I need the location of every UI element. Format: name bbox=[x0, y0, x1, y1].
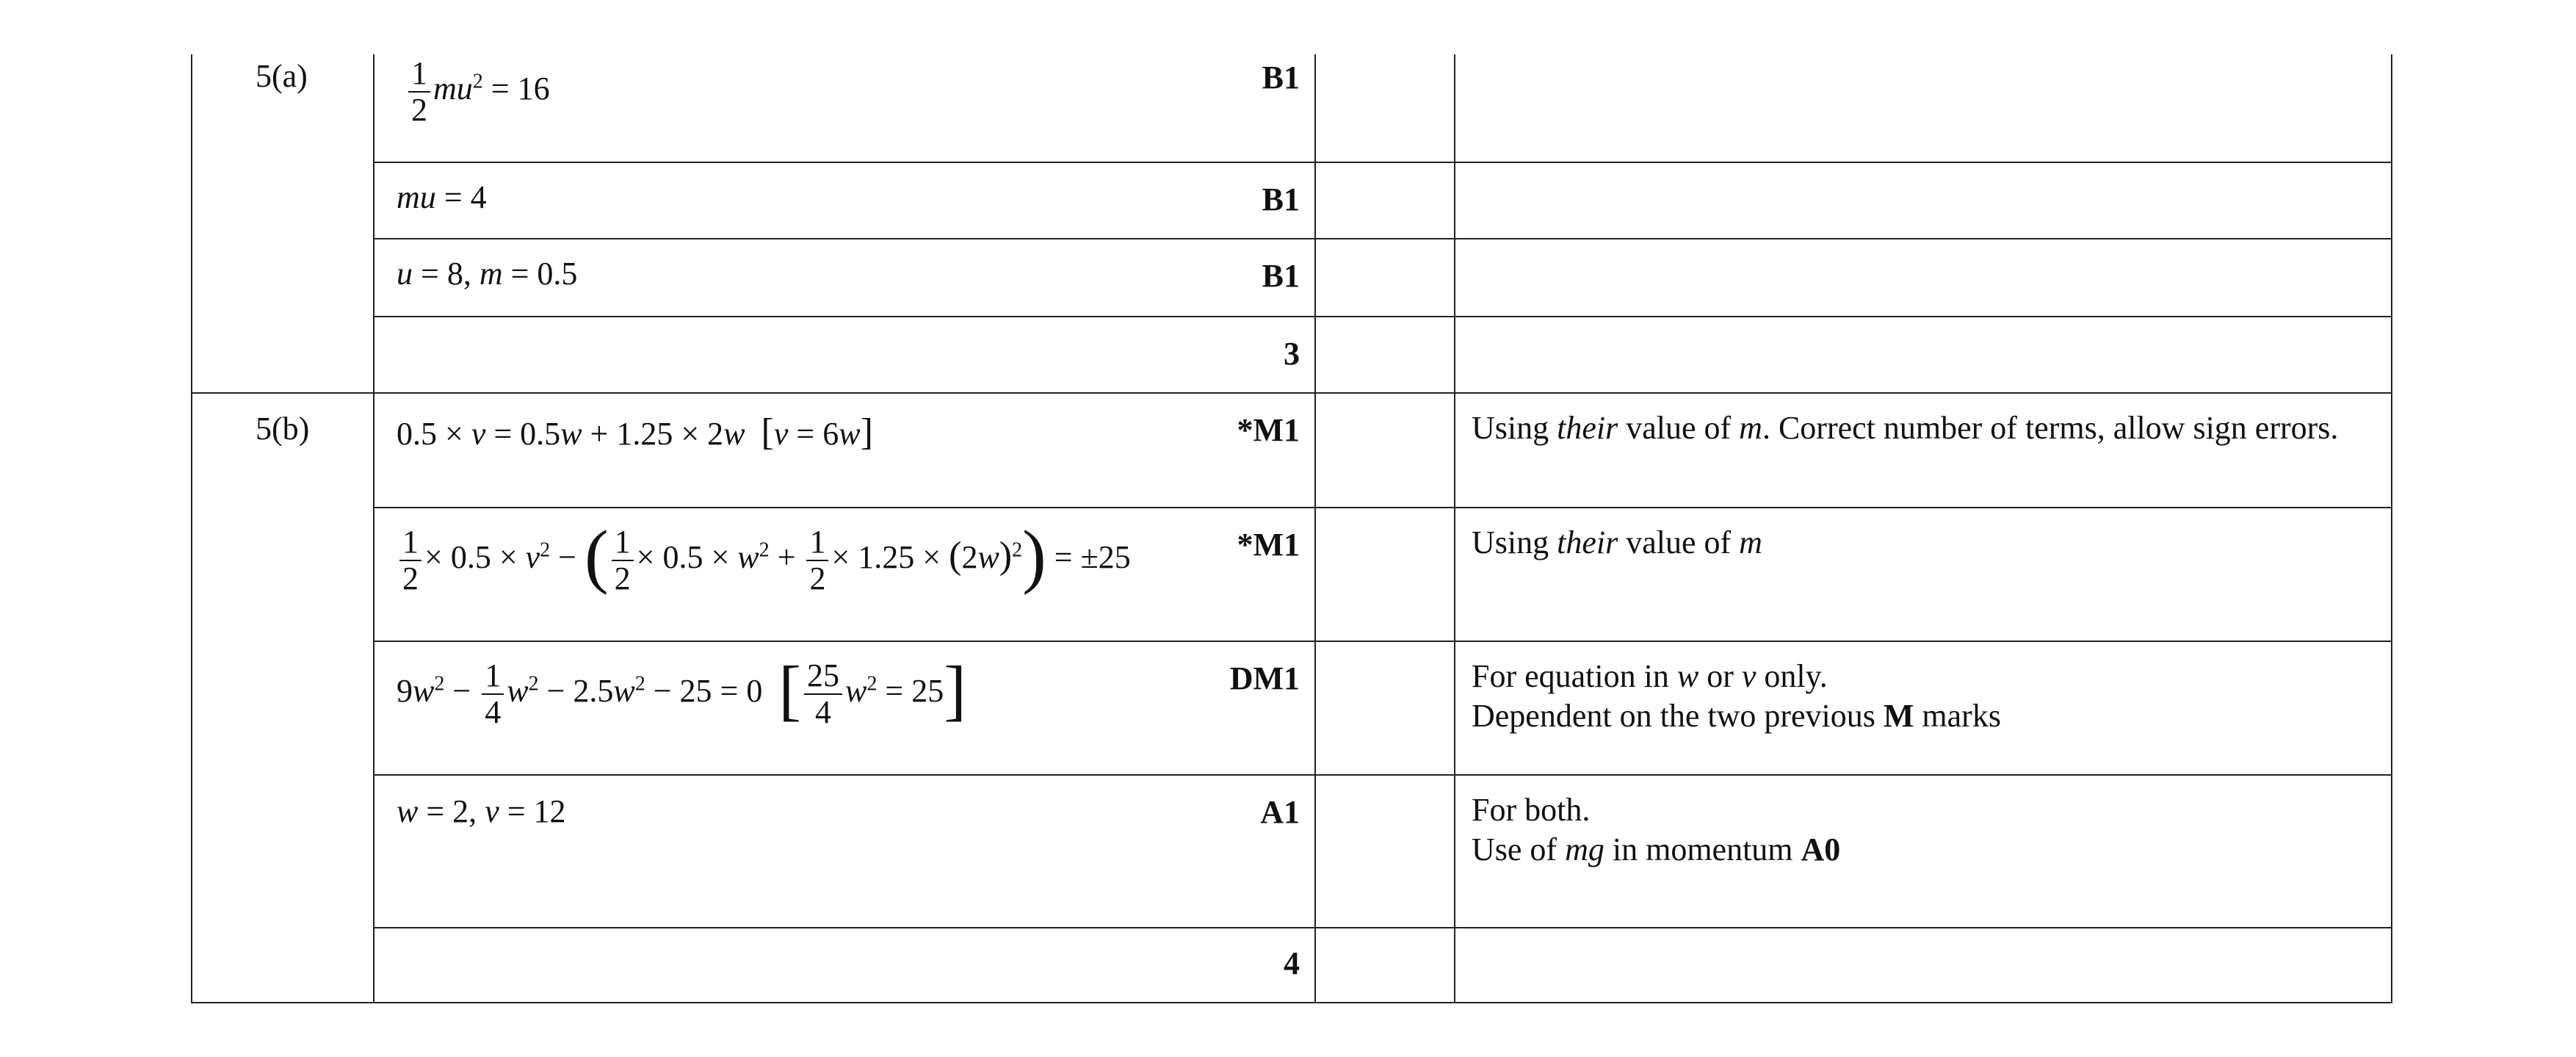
mark-code: B1 bbox=[1262, 59, 1300, 95]
question-label: 5(b) bbox=[256, 411, 310, 447]
marks-column-divider bbox=[1314, 54, 1316, 1003]
answer-quadratic-in-w: $9w^2$ − $\frac{1}{4}$ $w^2 - 2.5w^2 - 25 = 0$ [ $\frac{25}{4}$ $w^2 = 25$] bbox=[397, 652, 966, 730]
answer-momentum-equation: 0.5 × v = 0.5w + 1.25 × 2w [v = 6w] bbox=[397, 411, 873, 453]
row-divider bbox=[373, 927, 2392, 928]
row-divider bbox=[373, 238, 2392, 239]
total-marks: 4 bbox=[1284, 945, 1300, 981]
fraction-half: $\frac{1}{2}$ bbox=[408, 56, 430, 128]
answer-column-divider bbox=[373, 54, 375, 1003]
answer-half-mu-squared: $\frac{1}{2}$ $mu^2 = 16$ bbox=[405, 56, 550, 128]
mark-code: B1 bbox=[1262, 258, 1300, 294]
guidance-text: For equation in w or v only. Dependent on the two previous M marks bbox=[1472, 658, 2001, 734]
guidance-text: For both. Use of mg in momentum A0 bbox=[1472, 792, 1841, 867]
table-border-bottom bbox=[191, 1002, 2392, 1003]
answer-w-v-values: w = 2, v = 12 bbox=[397, 793, 566, 829]
mark-code: DM1 bbox=[1229, 660, 1300, 696]
total-marks: 3 bbox=[1284, 336, 1300, 372]
guidance-text: Using their value of m bbox=[1472, 524, 1762, 560]
question-label: 5(a) bbox=[256, 58, 308, 94]
row-divider bbox=[373, 507, 2392, 508]
row-divider bbox=[373, 162, 2392, 163]
question-divider bbox=[191, 392, 2392, 394]
row-divider bbox=[373, 774, 2392, 776]
guidance-column-divider bbox=[1454, 54, 1455, 1003]
row-divider bbox=[373, 641, 2392, 642]
table-border-left bbox=[191, 54, 192, 1003]
table-border-right bbox=[2391, 54, 2392, 1003]
mark-code: *M1 bbox=[1237, 412, 1300, 448]
row-divider bbox=[373, 316, 2392, 317]
mark-code: A1 bbox=[1260, 794, 1300, 830]
answer-mu: mu = 4 bbox=[397, 179, 487, 215]
mark-code: *M1 bbox=[1237, 527, 1300, 563]
answer-u-m: u = 8, m = 0.5 bbox=[397, 256, 578, 292]
mark-scheme-table bbox=[191, 54, 2392, 1002]
mark-code: B1 bbox=[1262, 181, 1300, 217]
answer-energy-equation: $\frac{1}{2}$ × $0.5 \times v^2$ − ( $\frac{1}{2}$ × $0.5 \times w^2$ + $\frac{1}{2}$ × $1.25 \times (2w)^2) = \pm 25$ bbox=[397, 524, 1131, 596]
guidance-text: Using their value of m. Correct number of terms, allow sign errors. bbox=[1472, 410, 2339, 446]
